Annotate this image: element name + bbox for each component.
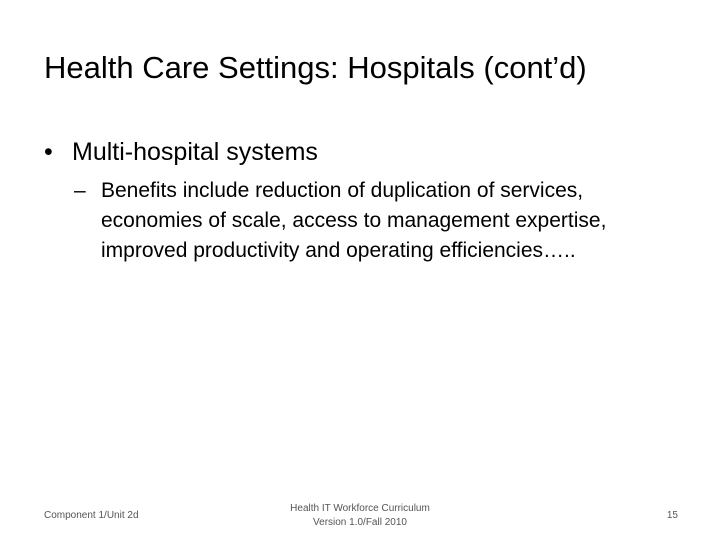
footer-component-label: Component 1/Unit 2d [44, 510, 139, 521]
slide-title: Health Care Settings: Hospitals (cont’d) [44, 50, 587, 85]
footer-curriculum-line1: Health IT Workforce Curriculum [290, 503, 430, 514]
sub-bullet-item [74, 176, 654, 266]
sub-bullet-marker: – [74, 179, 86, 202]
bullet-text: Multi-hospital systems [72, 138, 318, 166]
page-number: 15 [666, 510, 678, 521]
sub-bullet-text: Benefits include reduction of duplication of services, economies of scale, access to management expertise, improved productivity and operating efficiencies….. [101, 179, 607, 262]
bullet-marker: • [44, 138, 53, 166]
bullet-item [44, 134, 684, 170]
footer-curriculum-line2: Version 1.0/Fall 2010 [313, 517, 407, 528]
footer-curriculum-label [240, 502, 480, 530]
